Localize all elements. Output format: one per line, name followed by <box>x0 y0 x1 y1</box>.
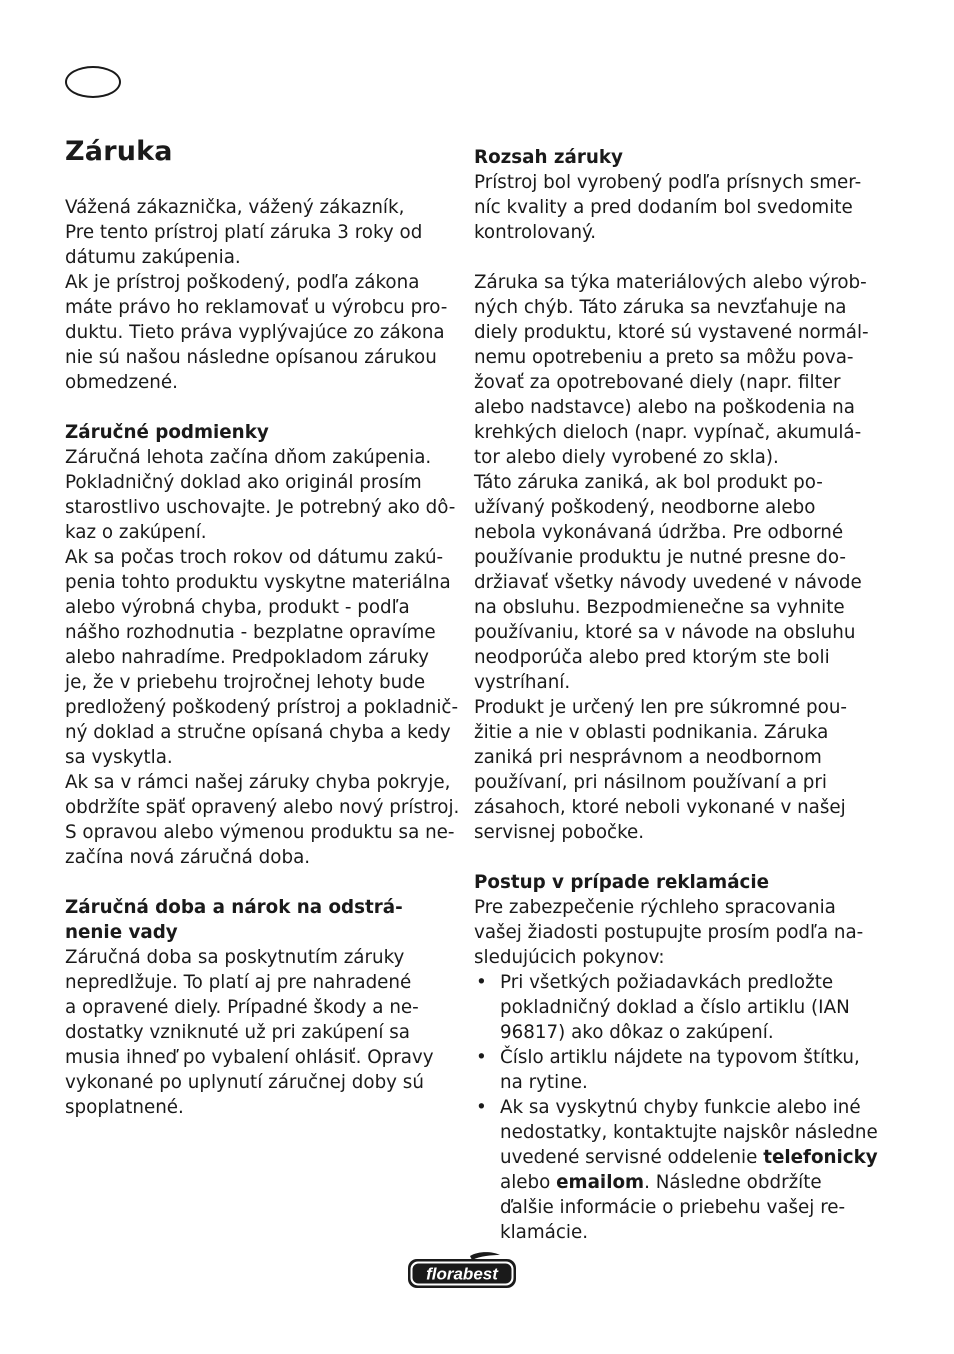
text-line: • Pri všetkých požiadavkách predložte <box>500 972 834 993</box>
text-line: Prístroj bol vyrobený podľa prísnych smer- <box>474 172 862 193</box>
text-line: nedostatky, kontaktujte najskôr následne <box>500 1122 878 1143</box>
right-column <box>474 145 878 1245</box>
text-line: dostatky vzniknuté už pri zakúpení sa <box>65 1022 410 1043</box>
text-line: penia tohto produktu vyskytne materiálna <box>65 572 451 593</box>
text-line: Vážená zákaznička, vážený zákazník, <box>65 197 405 218</box>
text-line: Produkt je určený len pre súkromné pou- <box>474 697 848 718</box>
text-line: Pokladničný doklad ako originál prosím <box>65 472 422 493</box>
intro-paragraph <box>65 195 450 395</box>
text-line: a opravené diely. Prípadné škody a ne- <box>65 997 419 1018</box>
period-heading: Záručná doba a nárok na odstrá- <box>65 897 403 918</box>
text-line: obdržíte späť opravený alebo nový prístroj. <box>65 797 460 818</box>
text-line: Pre zabezpečenie rýchleho spracovania <box>474 897 836 918</box>
florabest-logo <box>406 1252 518 1290</box>
text-line: je, že v priebehu trojročnej lehoty bude <box>65 672 426 693</box>
text-line: pokladničný doklad a číslo artiklu (IAN <box>500 997 850 1018</box>
phone-emphasis: telefonicky <box>763 1147 878 1168</box>
text-line: diely produktu, ktoré sú vystavené normál- <box>474 322 869 343</box>
text-line: predložený poškodený prístroj a pokladnič- <box>65 697 459 718</box>
text-line: níc kvality a pred dodaním bol svedomite <box>474 197 853 218</box>
text-line: Táto záruka zaniká, ak bol produkt po- <box>474 472 823 493</box>
text-line: Ak sa v rámci našej záruky chyba pokryje, <box>65 772 451 793</box>
scope-heading: Rozsah záruky <box>474 147 623 168</box>
text-line: musia ihneď po vybalení ohlásiť. Opravy <box>65 1047 434 1068</box>
text-line: nebola vykonávaná údržba. Pre odborné <box>474 522 844 543</box>
text-line: kontrolovaný. <box>474 222 597 243</box>
text-line: krehkých dieloch (napr. vypínač, akumulá- <box>474 422 862 443</box>
text-line: zásahoch, ktoré neboli vykonané v našej <box>474 797 846 818</box>
text-line: • Ak sa vyskytnú chyby funkcie alebo iné <box>500 1097 861 1118</box>
text-line: klamácie. <box>500 1222 589 1243</box>
text-span: . Následne obdržíte <box>644 1172 822 1193</box>
text-line: Záruka sa týka materiálových alebo výrob- <box>474 272 867 293</box>
text-line: starostlivo uschovajte. Je potrebný ako dô- <box>65 497 456 518</box>
text-line: žitie a nie v oblasti podnikania. Záruka <box>474 722 829 743</box>
text-line: žovať za opotrebované diely (napr. filter <box>474 372 841 393</box>
text-line: sledujúcich pokynov: <box>474 947 665 968</box>
text-line: alebo nadstavce) alebo na poškodenia na <box>474 397 855 418</box>
text-line: používaniu, ktoré sa v návode na obsluhu <box>474 622 856 643</box>
list-item <box>474 1045 864 1095</box>
text-line: Ak je prístroj poškodený, podľa zákona <box>65 272 420 293</box>
text-line: nepredlžuje. To platí aj pre nahradené <box>65 972 412 993</box>
text-line: alebo výrobná chyba, produkt - podľa <box>65 597 410 618</box>
text-span: uvedené servisné oddelenie <box>500 1147 764 1168</box>
text-line: užívaný poškodený, neodborne alebo <box>474 497 816 518</box>
text-span: alebo <box>500 1172 557 1193</box>
scope-details-paragraph <box>474 270 869 845</box>
email-emphasis: emailom <box>556 1172 645 1193</box>
text-line: na obsluhu. Bezpodmienečne sa vyhnite <box>474 597 845 618</box>
text-line: obmedzené. <box>65 372 178 393</box>
text-line: alebo nahradíme. Predpokladom záruky <box>65 647 429 668</box>
procedure-list <box>474 970 878 1245</box>
text-line <box>500 1145 878 1170</box>
page-title: Záruka <box>65 136 173 167</box>
list-item <box>474 1095 878 1245</box>
scope-paragraph <box>474 170 864 245</box>
text-line: držiavať všetky návody uvedené v návode <box>474 572 862 593</box>
text-line: ných chýb. Táto záruka sa nevzťahuje na <box>474 297 847 318</box>
text-line: používanie produktu je nutné presne do- <box>474 547 847 568</box>
text-line: Záručná lehota začína dňom zakúpenia. <box>65 447 432 468</box>
text-line: Ak sa počas troch rokov od dátumu zakú- <box>65 547 444 568</box>
period-paragraph <box>65 945 450 1120</box>
conditions-heading: Záručné podmienky <box>65 422 269 443</box>
text-line: Pre tento prístroj platí záruka 3 roky od <box>65 222 423 243</box>
text-line: S opravou alebo výmenou produktu sa ne- <box>65 822 455 843</box>
list-item <box>474 970 864 1045</box>
text-line: ďalšie informácie o priebehu vašej re- <box>500 1197 846 1218</box>
text-line: zaniká pri nesprávnom a neodbornom <box>474 747 822 768</box>
procedure-heading: Postup v prípade reklamácie <box>474 872 770 893</box>
text-line: dátumu zakúpenia. <box>65 247 241 268</box>
text-line: 96817) ako dôkaz o zakúpení. <box>500 1022 774 1043</box>
text-line: • Číslo artiklu nájdete na typovom štítku, <box>500 1047 860 1068</box>
text-line: duktu. Tieto práva vyplývajúce zo zákona <box>65 322 445 343</box>
text-line: začína nová záručná doba. <box>65 847 311 868</box>
language-badge <box>65 66 121 98</box>
text-line: vystríhaní. <box>474 672 571 693</box>
text-line <box>500 1170 864 1195</box>
text-line: nášho rozhodnutia - bezplatne opravíme <box>65 622 436 643</box>
text-line: vykonané po uplynutí záručnej doby sú <box>65 1072 424 1093</box>
period-heading-cont: nenie vady <box>65 922 178 943</box>
text-line: na rytine. <box>500 1072 588 1093</box>
text-line: spoplatnené. <box>65 1097 184 1118</box>
text-line: nie sú našou následne opísanou zárukou <box>65 347 437 368</box>
conditions-paragraph <box>65 445 460 870</box>
text-line: máte právo ho reklamovať u výrobcu pro- <box>65 297 448 318</box>
left-column <box>65 195 460 1120</box>
procedure-paragraph <box>474 895 864 970</box>
text-line: Záručná doba sa poskytnutím záruky <box>65 947 405 968</box>
text-line: kaz o zakúpení. <box>65 522 207 543</box>
text-line: vašej žiadosti postupujte prosím podľa na- <box>474 922 864 943</box>
text-line: ný doklad a stručne opísaná chyba a kedy <box>65 722 451 743</box>
text-line: servisnej pobočke. <box>474 822 645 843</box>
text-line: sa vyskytla. <box>65 747 173 768</box>
text-line: tor alebo diely vyrobené zo skla). <box>474 447 779 468</box>
text-line: používaní, pri násilnom používaní a pri <box>474 772 827 793</box>
text-line: neodporúča alebo pred ktorým ste boli <box>474 647 830 668</box>
text-line: nemu opotrebeniu a preto sa môžu pova- <box>474 347 854 368</box>
logo-text: florabest <box>426 1264 498 1284</box>
